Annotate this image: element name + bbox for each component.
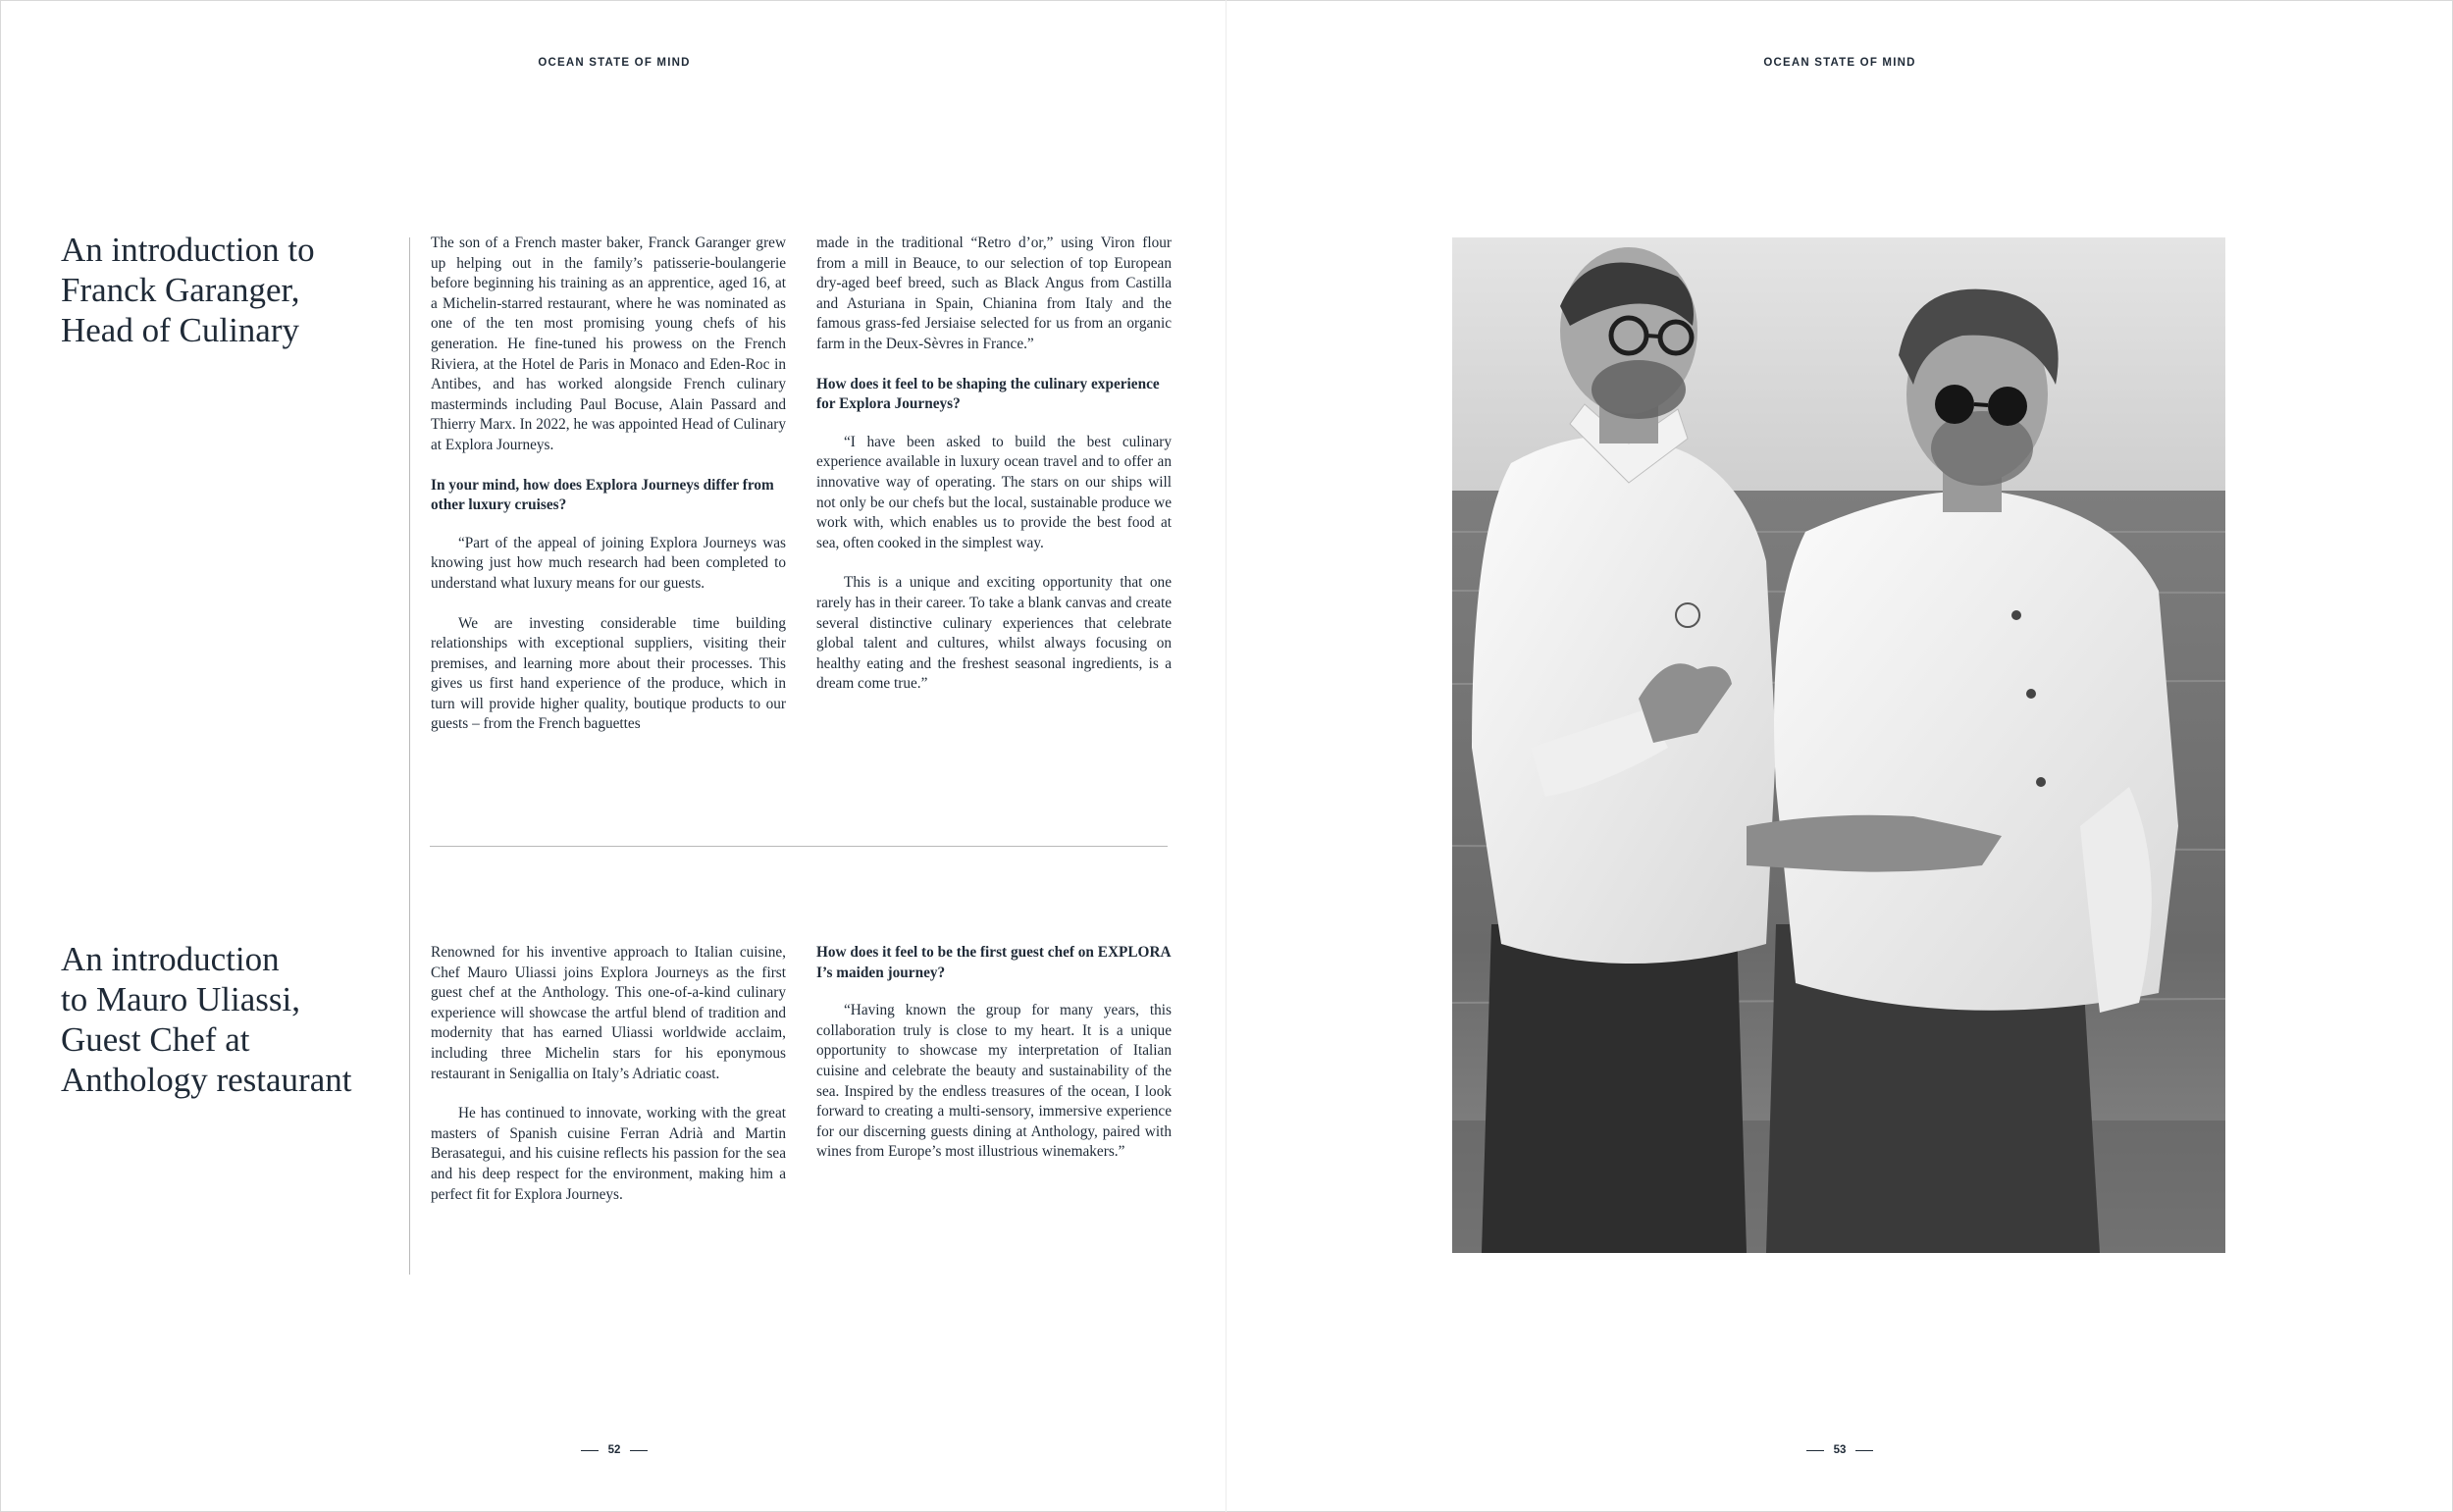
article-2-column-2 bbox=[816, 943, 1172, 1182]
folio-dash bbox=[1855, 1450, 1873, 1451]
running-head-right: OCEAN STATE OF MIND bbox=[1763, 57, 1916, 69]
article-1-column-1 bbox=[431, 234, 786, 755]
column-divider-vertical bbox=[409, 237, 410, 1275]
folio-dash bbox=[581, 1450, 599, 1451]
headline-line: Head of Culinary bbox=[61, 311, 299, 349]
body-paragraph: “Part of the appeal of joining Explora Journeys was knowing just how much research had been completed to understand what luxury means for our guests. bbox=[431, 534, 786, 592]
body-paragraph: We are investing considerable time building relationships with exceptional suppliers, visiting their premises, and learning more about their processes. This gives us first hand experience of the produce, which in turn will provide higher quality, boutique products to our guests – from the French baguettes bbox=[431, 614, 786, 733]
body-paragraph: He has continued to innovate, working with the great masters of Spanish cuisine Ferran Adrià and Martin Berasategui, and his cuisine reflects his passion for the sea and his deep respect for the environment, making him a perfect fit for Explora Journeys. bbox=[431, 1105, 786, 1203]
section-divider bbox=[430, 846, 1168, 847]
headline-line: An introduction bbox=[61, 940, 280, 978]
article-2-column-1 bbox=[431, 943, 786, 1225]
body-paragraph: “Having known the group for many years, this collaboration truly is close to my heart. It is a unique opportunity to showcase my interpretation of Italian cuisine and celebrate the beauty and sustainability of the sea. Inspired by the endless treasures of the ocean, I look forward to creating a multi-sensory, immersive experience for our discerning guests dining at Anthology, paired with wines from Europe’s most illustrious winemakers.” bbox=[816, 1002, 1172, 1161]
body-paragraph: made in the traditional “Retro d’or,” using Viron flour from a mill in Beauce, to our selection of top European dry-aged beef breed, such as Black Angus from Castilla and Asturiana in Spain, Chianina from Italy and the famous grass-fed Jersiaise selected for us from an organic farm in the Deux-Sèvres in France.” bbox=[816, 235, 1172, 352]
headline-line: An introduction to bbox=[61, 231, 315, 269]
headline-line: to Mauro Uliassi, bbox=[61, 980, 301, 1018]
interview-question: How does it feel to be shaping the culinary experience for Explora Journeys? bbox=[816, 375, 1160, 413]
photo-two-chefs-on-beach-icon bbox=[1452, 237, 2225, 1253]
body-paragraph: The son of a French master baker, Franck Garanger grew up helping out in the family’s patisserie-boulangerie before beginning his training as an apprentice, aged 16, at a Michelin-starred restaurant, where he was nominated as one of the ten most promising young chefs of his generation. He fine-tuned his prowess on the French Riviera, at the Hotel de Paris in Monaco and Eden-Roc in Antibes, and has worked alongside French culinary masterminds including Paul Bocuse, Alain Passard and Thierry Marx. In 2022, he was appointed Head of Culinary at Explora Journeys. bbox=[431, 235, 786, 453]
article-2-headline bbox=[61, 939, 414, 1100]
page-number-text: 53 bbox=[1833, 1444, 1847, 1456]
headline-line: Anthology restaurant bbox=[61, 1061, 352, 1099]
body-paragraph: Renowned for his inventive approach to Italian cuisine, Chef Mauro Uliassi joins Explora Journeys as the first guest chef at the Anthology. This one-of-a-kind culinary experience will showcase the artful blend of tradition and modernity that has earned Uliassi worldwide acclaim, including three Michelin stars for his eponymous restaurant in Senigallia on Italy’s Adriatic coast. bbox=[431, 944, 786, 1082]
article-1-headline bbox=[61, 230, 414, 350]
headline-line: Franck Garanger, bbox=[61, 271, 300, 309]
body-paragraph: This is a unique and exciting opportunity that one rarely has in their career. To take a blank canvas and create several distinctive culinary experiences that celebrate global talent and cultures, whilst always focusing on healthy eating and the freshest seasonal ingredients, is a dream come true.” bbox=[816, 574, 1172, 693]
article-1-column-2 bbox=[816, 234, 1172, 714]
headline-line: Guest Chef at bbox=[61, 1020, 250, 1059]
photo-two-chefs bbox=[1452, 237, 2225, 1253]
folio-dash bbox=[630, 1450, 648, 1451]
folio-dash bbox=[1806, 1450, 1824, 1451]
running-head-left: OCEAN STATE OF MIND bbox=[538, 57, 691, 69]
page-number-left bbox=[516, 1444, 712, 1456]
page-number-right bbox=[1742, 1444, 1938, 1456]
page-number-text: 52 bbox=[607, 1444, 621, 1456]
interview-question: In your mind, how does Explora Journeys differ from other luxury cruises? bbox=[431, 476, 774, 514]
body-paragraph: “I have been asked to build the best culinary experience available in luxury ocean travel and to offer an innovative way of operating. The stars on our ships will not only be our chefs but the local, sustainable produce we work with, which enables us to provide the best food at sea, often cooked in the simplest way. bbox=[816, 433, 1172, 551]
interview-question: How does it feel to be the first guest chef on EXPLORA I’s maiden journey? bbox=[816, 944, 1171, 981]
